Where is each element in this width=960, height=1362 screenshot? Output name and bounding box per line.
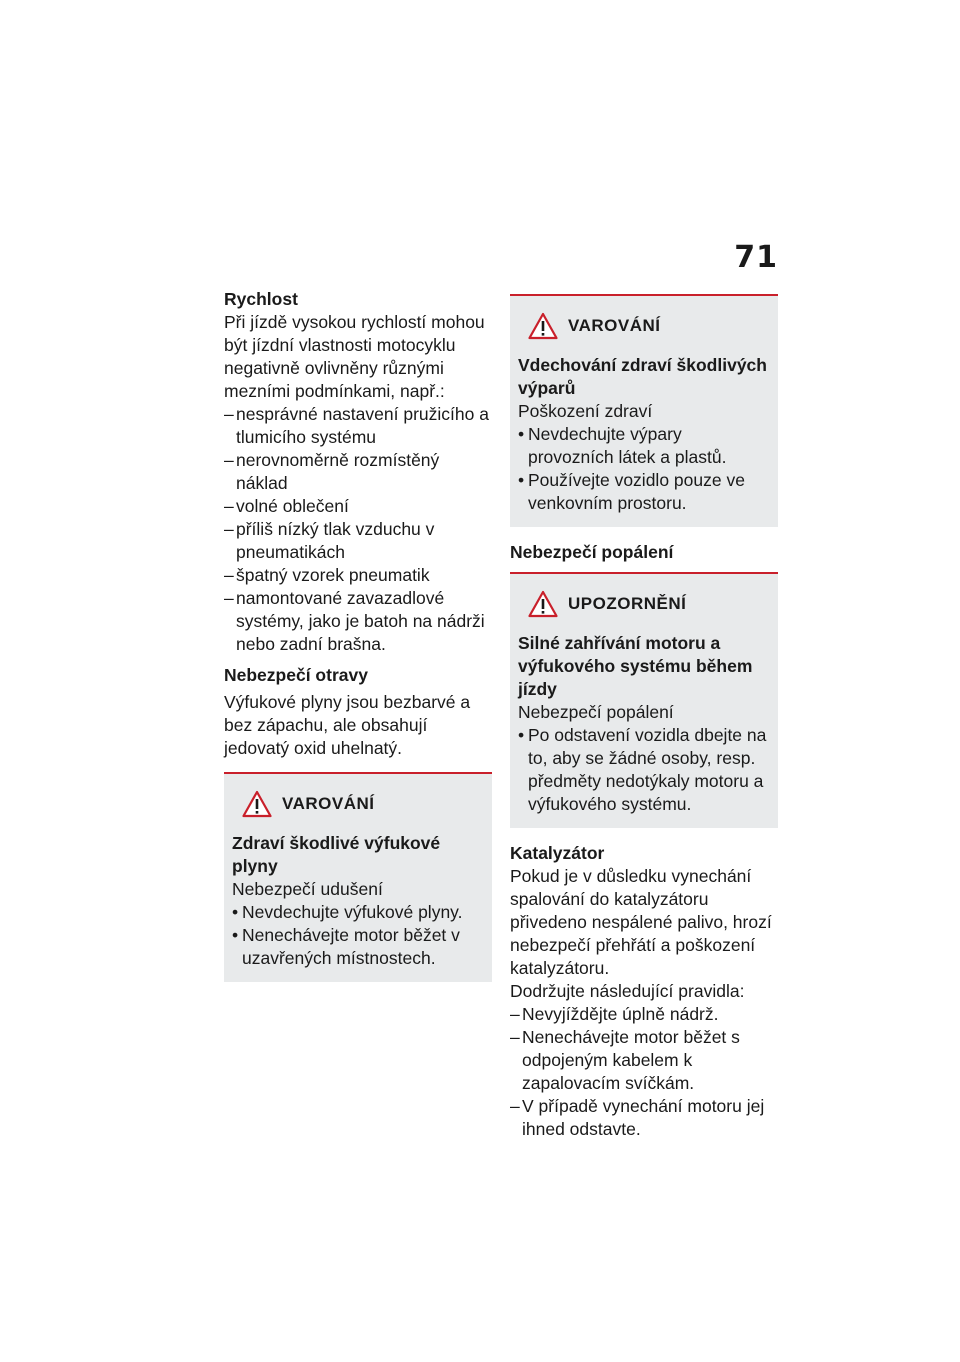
catalyst-rules-intro: Dodržujte následující pravidla: — [510, 981, 745, 1001]
list-item: – Nevyjíždějte úplně nádrž. — [510, 1004, 719, 1024]
catalyst-heading: Katalyzátor — [510, 843, 605, 863]
caution-box — [510, 572, 778, 828]
list-item: • Nenechávejte motor běžet v uzavřených místnostech. — [232, 925, 460, 968]
warning-list — [232, 901, 484, 970]
warning-box-fumes — [510, 294, 778, 527]
warning-triangle-icon — [528, 312, 558, 340]
list-item: – namontované zavazadlové systémy, jako je batoh na nádrži nebo zadní brašna. — [224, 588, 485, 654]
warning-label: VAROVÁNÍ — [282, 794, 375, 813]
speed-conditions-list — [224, 403, 492, 656]
list-item: – příliš nízký tlak vzduchu v pneumatikách — [224, 519, 435, 562]
speed-heading: Rychlost — [224, 289, 298, 309]
warning-triangle-icon — [242, 790, 272, 818]
warning-title: Vdechování zdraví škodlivých výparů — [518, 355, 767, 398]
list-item: – nerovnoměrně rozmístěný náklad — [224, 450, 440, 493]
list-item: – špatný vzorek pneumatik — [224, 565, 430, 585]
page-number: 71 — [734, 240, 778, 275]
list-item: – V případě vynechání motoru jej ihned odstavte. — [510, 1096, 765, 1139]
speed-body: Při jízdě vysokou rychlostí mohou být jízdní vlastnosti motocyklu negativně ovlivněny různými mezními podmínkami, např.: — [224, 312, 485, 401]
warning-title: Zdraví škodlivé výfukové plyny — [232, 833, 441, 876]
list-item: • Nevdechujte výfukové plyny. — [232, 902, 463, 922]
list-item: – nesprávné nastavení pružicího a tlumicího systému — [224, 404, 489, 447]
caution-label: UPOZORNĚNÍ — [568, 594, 687, 613]
warning-triangle-icon — [528, 590, 558, 618]
list-item: • Po odstavení vozidla dbejte na to, aby se žádné osoby, resp. předměty nedotýkaly motoru a výfukového systému. — [518, 725, 767, 814]
list-item: • Nevdechujte výpary provozních látek a plastů. — [518, 424, 727, 467]
warning-risk: Poškození zdraví — [518, 401, 653, 421]
caution-title: Silné zahřívání motoru a výfukového systému během jízdy — [518, 633, 753, 699]
poison-heading: Nebezpečí otravy — [224, 665, 368, 685]
poison-body: Výfukové plyny jsou bezbarvé a bez zápachu, ale obsahují jedovatý oxid uhelnatý. — [224, 692, 471, 758]
left-column — [224, 288, 492, 982]
warning-risk: Nebezpečí udušení — [232, 879, 383, 899]
burn-heading: Nebezpečí popálení — [510, 542, 674, 562]
list-item: – volné oblečení — [224, 496, 349, 516]
list-item: – Nenechávejte motor běžet s odpojeným kabelem k zapalovacím svíčkám. — [510, 1027, 740, 1093]
warning-list — [518, 423, 770, 515]
right-column — [510, 294, 778, 1141]
caution-list — [518, 724, 770, 816]
warning-label: VAROVÁNÍ — [568, 316, 661, 335]
warning-box — [224, 772, 492, 982]
caution-risk: Nebezpečí popálení — [518, 702, 674, 722]
catalyst-body: Pokud je v důsledku vynechání spalování do katalyzátoru přivedeno nespálené palivo, hrozí nebezpečí přehřátí a poškození katalyzátoru. — [510, 866, 772, 978]
catalyst-rules-list — [510, 1003, 778, 1141]
list-item: • Používejte vozidlo pouze ve venkovním prostoru. — [518, 470, 745, 513]
